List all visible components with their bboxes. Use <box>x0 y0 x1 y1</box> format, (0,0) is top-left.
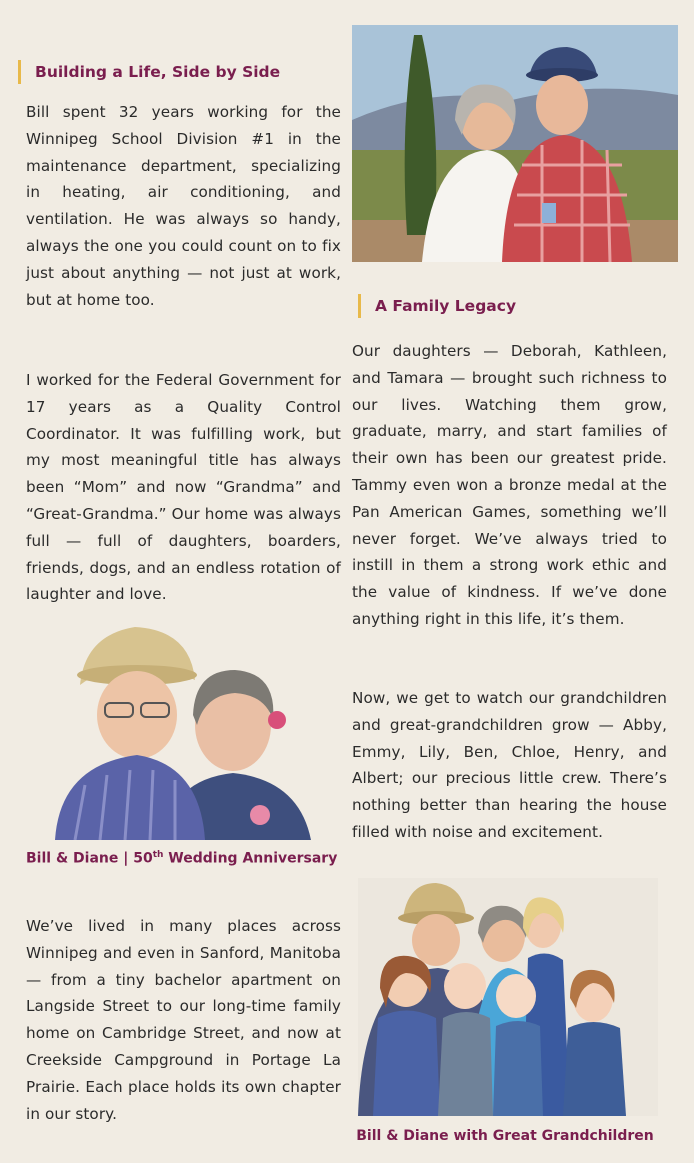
heading-text: A Family Legacy <box>375 297 517 315</box>
paragraph-grandchildren: Now, we get to watch our grandchildren and great-grandchildren grow — Abby, Emmy, Lily, Ben, Chloe, Henry, and Albert; our precious little crew. There’s nothing better than hearing the house filled with noise and excitement. <box>352 689 667 841</box>
heading-text: Building a Life, Side by Side <box>35 63 281 81</box>
section-heading-building-a-life <box>26 60 341 84</box>
anniversary-photo <box>55 615 311 840</box>
paragraph-bill-career: Bill spent 32 years working for the Winnipeg School Division #1 in the maintenance department, specializing in heating, air conditioning, and ventilation. He was always so handy, always the one you could count on to fix just about anything — not just at work, but at home too. <box>26 103 341 309</box>
heading-accent-bar <box>18 60 21 84</box>
anniversary-caption: Bill & Diane | 50th Wedding Anniversary <box>26 850 338 867</box>
great-grandchildren-photo <box>358 878 658 1116</box>
paragraph-daughters: Our daughters — Deborah, Kathleen, and Tamara — brought such richness to our lives. Watching them grow, graduate, marry, and start families of their own has been our greatest pride. Tammy even won a bronze medal at the Pan American Games, something we’ll never forget. We’ve always tried to instill in them a strong work ethic and the value of kindness. If we’ve done anything right in this life, it’s them. <box>352 342 667 628</box>
couple-vacation-photo <box>352 25 678 262</box>
paragraph-places-lived: We’ve lived in many places across Winnipeg and even in Sanford, Manitoba — from a tiny bachelor apartment on Langside Street to our long-time family home on Cambridge Street, and now at Creekside Campground in Portage La Prairie. Each place holds its own chapter in our story. <box>26 917 341 1123</box>
heading-accent-bar <box>358 294 361 318</box>
section-heading-family-legacy <box>352 294 667 318</box>
great-grandchildren-caption: Bill & Diane with Great Grandchildren <box>356 1128 654 1144</box>
paragraph-diane-career: I worked for the Federal Government for 17 years as a Quality Control Coordinator. It was fulfilling work, but my most meaningful title has always been “Mom” and now “Grandma” and “Great-Grandma.” Our home was always full — full of daughters, boarders, friends, dogs, and an endless rotation of laughter and love. <box>26 371 341 604</box>
